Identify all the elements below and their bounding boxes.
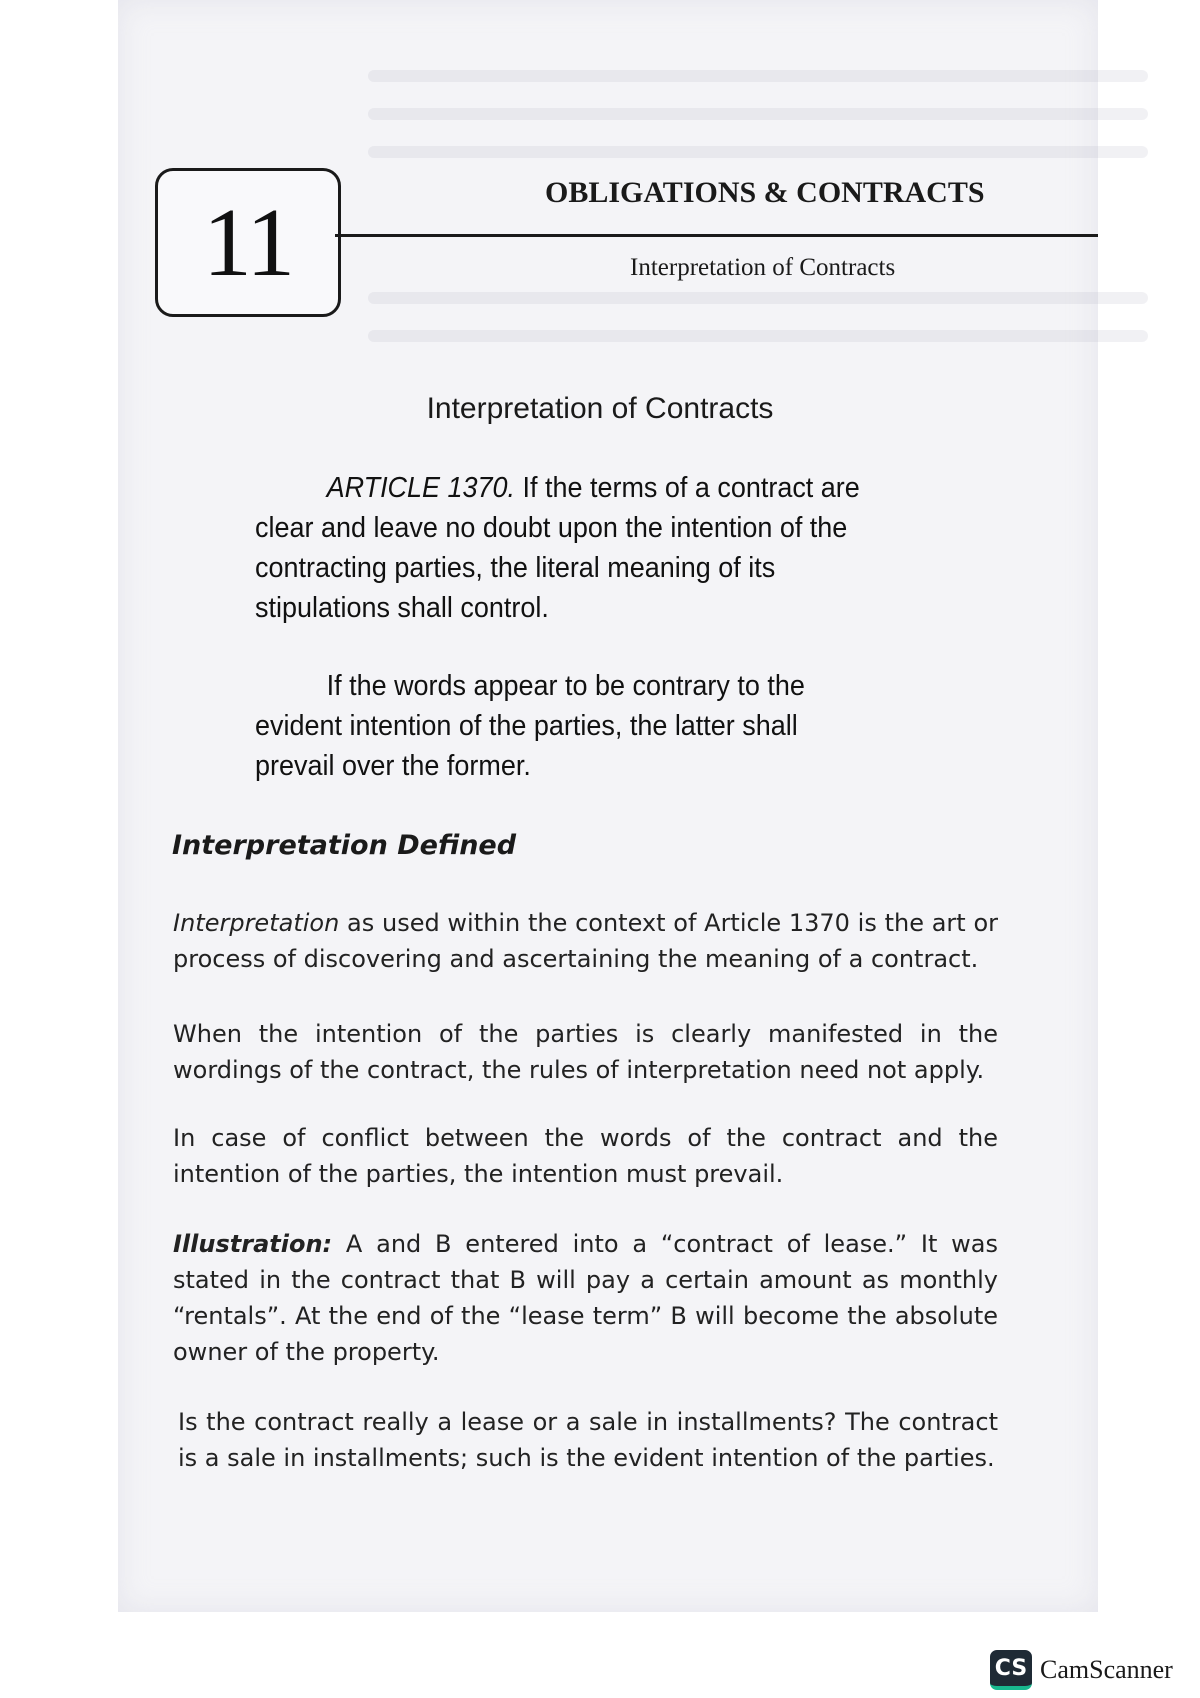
section-title — [0, 392, 1200, 426]
header-rule — [335, 234, 1098, 237]
bleed-through-line — [368, 70, 1148, 82]
bleed-through-line — [368, 292, 1148, 304]
book-title: OBLIGATIONS & CONTRACTS — [545, 176, 985, 209]
camscanner-logo-icon: CS — [990, 1650, 1032, 1690]
chapter-subtitle: Interpretation of Contracts — [630, 254, 896, 281]
chapter-number: 11 — [202, 188, 294, 297]
article-1370-paragraph-1 — [255, 468, 869, 628]
definition-paragraph-5: Is the contract really a lease or a sale in installments? The contract is a sale in installments; such is the evident intention of the parties. — [178, 1408, 998, 1472]
article-paragraph-2-text: If the words appear to be contrary to the evident intention of the parties, the latter shall prevail over the former. — [255, 670, 805, 782]
definition-paragraph-1-text: as used within the context of Article 1370 is the art or process of discovering and ascertaining the meaning of a contract. — [173, 909, 998, 973]
illustration-text: A and B entered into a “contract of lease.” It was stated in the contract that B will pay a certain amount as monthly “rentals”. At the end of the “lease term” B will become the absolute owner of the property. — [173, 1230, 998, 1366]
article-lead: ARTICLE 1370. — [326, 472, 516, 504]
illustration-paragraph — [173, 1226, 998, 1370]
section-title-text: Interpretation of Contracts — [426, 392, 774, 425]
interpretation-term: Interpretation — [173, 909, 340, 937]
chapter-number-box — [155, 168, 341, 317]
definition-paragraph-3: In case of conflict between the words of the contract and the intention of the parties, the intention must prevail. — [173, 1124, 998, 1188]
definition-heading: Interpretation Defined — [172, 830, 517, 861]
bleed-through-line — [368, 330, 1148, 342]
definition-paragraph-2: When the intention of the parties is clearly manifested in the wordings of the contract, the rules of interpretation need not apply. — [173, 1020, 998, 1084]
article-paragraph-1-text: If the terms of a contract are clear and leave no doubt upon the intention of the contracting parties, the literal meaning of its stipulations shall control. — [255, 472, 860, 624]
bleed-through-line — [368, 146, 1148, 158]
definition-paragraph-1 — [173, 905, 998, 977]
illustration-label: Illustration: — [173, 1230, 333, 1258]
camscanner-watermark — [990, 1650, 1173, 1690]
bleed-through-line — [368, 108, 1148, 120]
article-1370-paragraph-2 — [255, 666, 869, 786]
camscanner-name: CamScanner — [1040, 1655, 1173, 1684]
